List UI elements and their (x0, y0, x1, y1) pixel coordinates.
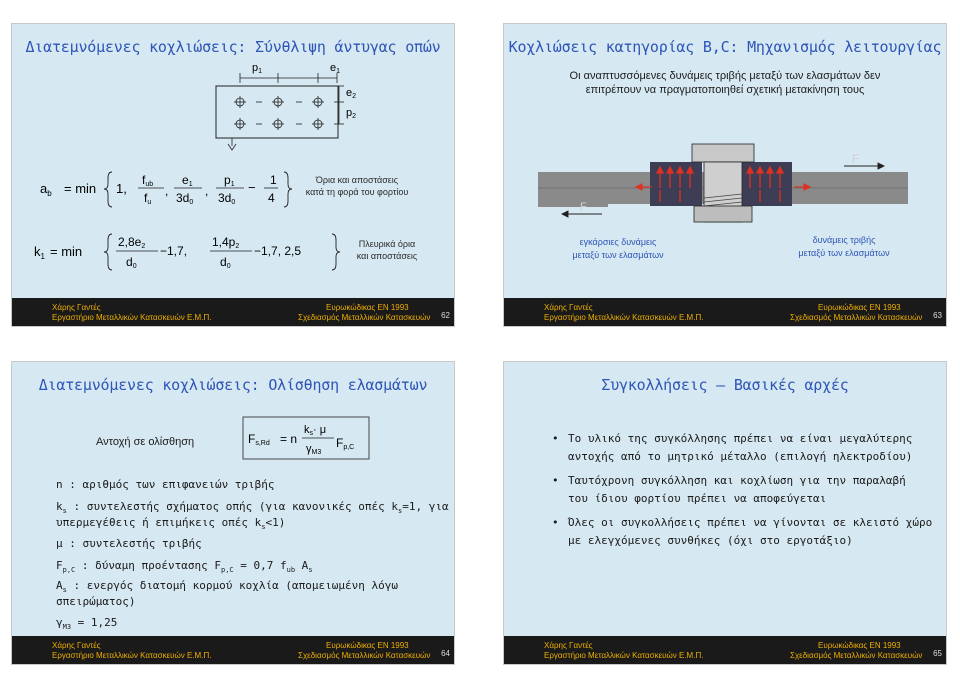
footer-course: Σχεδιασμός Μεταλλικών Κατασκευών (298, 313, 431, 322)
svg-text:1,4p2: 1,4p2 (212, 235, 240, 250)
slide-footer (504, 636, 946, 664)
e1-label: e1 (330, 62, 341, 75)
bullet-marker: • (552, 516, 559, 529)
footer-author: Χάρης Γαντές (544, 303, 593, 312)
gamma-definition: $\gamma_{M3} = 1,25$ (56, 616, 118, 632)
e2-label: e2 (346, 87, 357, 100)
svg-text:1: 1 (270, 173, 277, 187)
fpc-definition: $F_{p,C}$ : δύναμη προέντασης $F_{p,C} = 0,7$ $f_{ub}$ $A_s$ (56, 559, 313, 575)
bullet-item: • Ταυτόχρονη συγκόλληση και κοχλίωση για την παραλαβή του ίδιου φορτίου πρέπει να αποφεύγεται (552, 474, 906, 505)
svg-text:p1: p1 (224, 173, 235, 188)
svg-text:fu: fu (144, 191, 152, 206)
svg-text:ks· μ: ks· μ (304, 424, 327, 437)
bullet-marker: • (552, 432, 559, 445)
intro-text: Οι αναπτυσσόμενες δυνάμεις τριβής μεταξύ των ελασμάτων δεν επιτρέπουν να πραγματοποιηθεί σχετική μετακίνηση τους (569, 70, 881, 96)
page-number: 64 (441, 649, 450, 658)
mu-definition: μ : συντελεστής τριβής (56, 537, 202, 550)
slide-footer (12, 298, 454, 326)
slide-63 (504, 24, 946, 326)
svg-text:2,8e2: 2,8e2 (118, 235, 146, 250)
slide-title: Διατεμνόμενες κοχλιώσεις: Ολίσθηση ελασμάτων (38, 376, 428, 394)
svg-text:3d0: 3d0 (218, 191, 236, 206)
ks-definition-cont: υπερμεγέθεις ή επιμήκεις οπές $k_s<1$) (56, 516, 286, 532)
lateral-note: Πλευρικά όρια και αποστάσεις (356, 239, 418, 261)
caption-transverse: εγκάρσιες δυνάμεις μεταξύ των ελασμάτων (572, 237, 664, 260)
footer-author: Χάρης Γαντές (52, 641, 101, 650)
footer-lab: Εργαστήριο Μεταλλικών Κατασκευών Ε.Μ.Π. (544, 651, 704, 660)
slide-65 (504, 362, 946, 664)
p2-label: p2 (346, 107, 357, 120)
footer-code: Ευρωκώδικας EN 1993 (818, 641, 901, 650)
svg-text:4: 4 (268, 191, 275, 205)
force-left-label: F (580, 201, 587, 213)
bolt-layout-diagram (12, 60, 454, 180)
p1-label: p1 (252, 62, 263, 75)
footer-course: Σχεδιασμός Μεταλλικών Κατασκευών (298, 651, 431, 660)
page-number: 62 (441, 311, 450, 320)
footer-code: Ευρωκώδικας EN 1993 (326, 641, 409, 650)
bullet-item: • Όλες οι συγκολλήσεις πρέπει να γίνονται σε κλειστό χώρο με ελεγχόμενες συνθήκες (όχι στο εργοτάξιο) (552, 516, 933, 547)
page-number: 63 (933, 311, 942, 320)
svg-text:= min: = min (64, 181, 97, 196)
svg-text:d0: d0 (126, 255, 137, 270)
svg-text:k1: $k_1$ (34, 244, 45, 261)
footer-lab: Εργαστήριο Μεταλλικών Κατασκευών Ε.Μ.Π. (544, 313, 704, 322)
footer-author: Χάρης Γαντές (52, 303, 101, 312)
footer-code: Ευρωκώδικας EN 1993 (326, 303, 409, 312)
footer-lab: Εργαστήριο Μεταλλικών Κατασκευών Ε.Μ.Π. (52, 651, 212, 660)
svg-text:,: , (165, 184, 169, 198)
ks-definition: $k_s$ : συντελεστής σχήματος οπής (για κανονικές οπές $k_s=1$, για (56, 500, 449, 516)
svg-text:−1,7, 2,5: −1,7, 2,5 (254, 244, 302, 258)
slip-resistance-formula (242, 416, 372, 460)
slide-62 (12, 24, 454, 326)
svg-text:3d0: 3d0 (176, 191, 194, 206)
svg-text:1,: 1, (116, 181, 127, 196)
slide-footer (12, 636, 454, 664)
slide-title: Διατεμνόμενες κοχλιώσεις: Σύνθλιψη άντυγας οπών (25, 38, 441, 56)
slide-64 (12, 362, 454, 664)
as-definition-cont: σπειρώματος) (56, 595, 136, 608)
resistance-label: Αντοχή σε ολίσθηση (96, 436, 195, 448)
footer-author: Χάρης Γαντές (544, 641, 593, 650)
svg-text:−: − (248, 180, 256, 195)
footer-course: Σχεδιασμός Μεταλλικών Κατασκευών (790, 313, 923, 322)
svg-text:Fs,Rd: Fs,Rd (248, 432, 270, 447)
svg-text:−1,7,: −1,7, (160, 244, 188, 258)
svg-text:= n: = n (280, 432, 298, 446)
svg-text:γM3: γM3 (306, 443, 322, 456)
caption-friction: δυνάμεις τριβής μεταξύ των ελασμάτων (798, 235, 890, 258)
svg-text:fub: fub (142, 173, 154, 188)
footer-lab: Εργαστήριο Μεταλλικών Κατασκευών Ε.Μ.Π. (52, 313, 212, 322)
page-number: 65 (933, 649, 942, 658)
slide-title: Συγκολλήσεις – Βασικές αρχές (601, 376, 849, 394)
direction-note: Όρια και αποστάσεις κατά τη φορά του φορτίου (305, 175, 409, 197)
footer-course: Σχεδιασμός Μεταλλικών Κατασκευών (790, 651, 923, 660)
slide-title: Κοχλιώσεις κατηγορίας B,C: Μηχανισμός λειτουργίας (508, 38, 942, 56)
svg-text:,: , (205, 184, 209, 198)
svg-text:Fp,C: Fp,C (336, 436, 355, 451)
n-definition: n : αριθμός των επιφανειών τριβής (56, 478, 275, 491)
as-definition: $A_s$ : ενεργός διατομή κορμού κοχλία (απομειωμένη λόγω (56, 579, 398, 595)
formula-k1 (30, 228, 350, 278)
svg-text:e1: e1 (182, 173, 193, 188)
svg-text:ab: $a_b$ (40, 181, 52, 198)
force-right-label: F (852, 153, 859, 165)
bullet-marker: • (552, 474, 559, 487)
slide-footer (504, 298, 946, 326)
bullet-item: • Το υλικό της συγκόλλησης πρέπει να είναι μεγαλύτερης αντοχής από το μητρικό μέταλλο (επιλογή ηλεκτροδίου) (552, 432, 913, 463)
footer-code: Ευρωκώδικας EN 1993 (818, 303, 901, 312)
svg-text:= min: = min (50, 244, 83, 259)
svg-text:d0: d0 (220, 255, 231, 270)
formula-ab (36, 164, 316, 214)
